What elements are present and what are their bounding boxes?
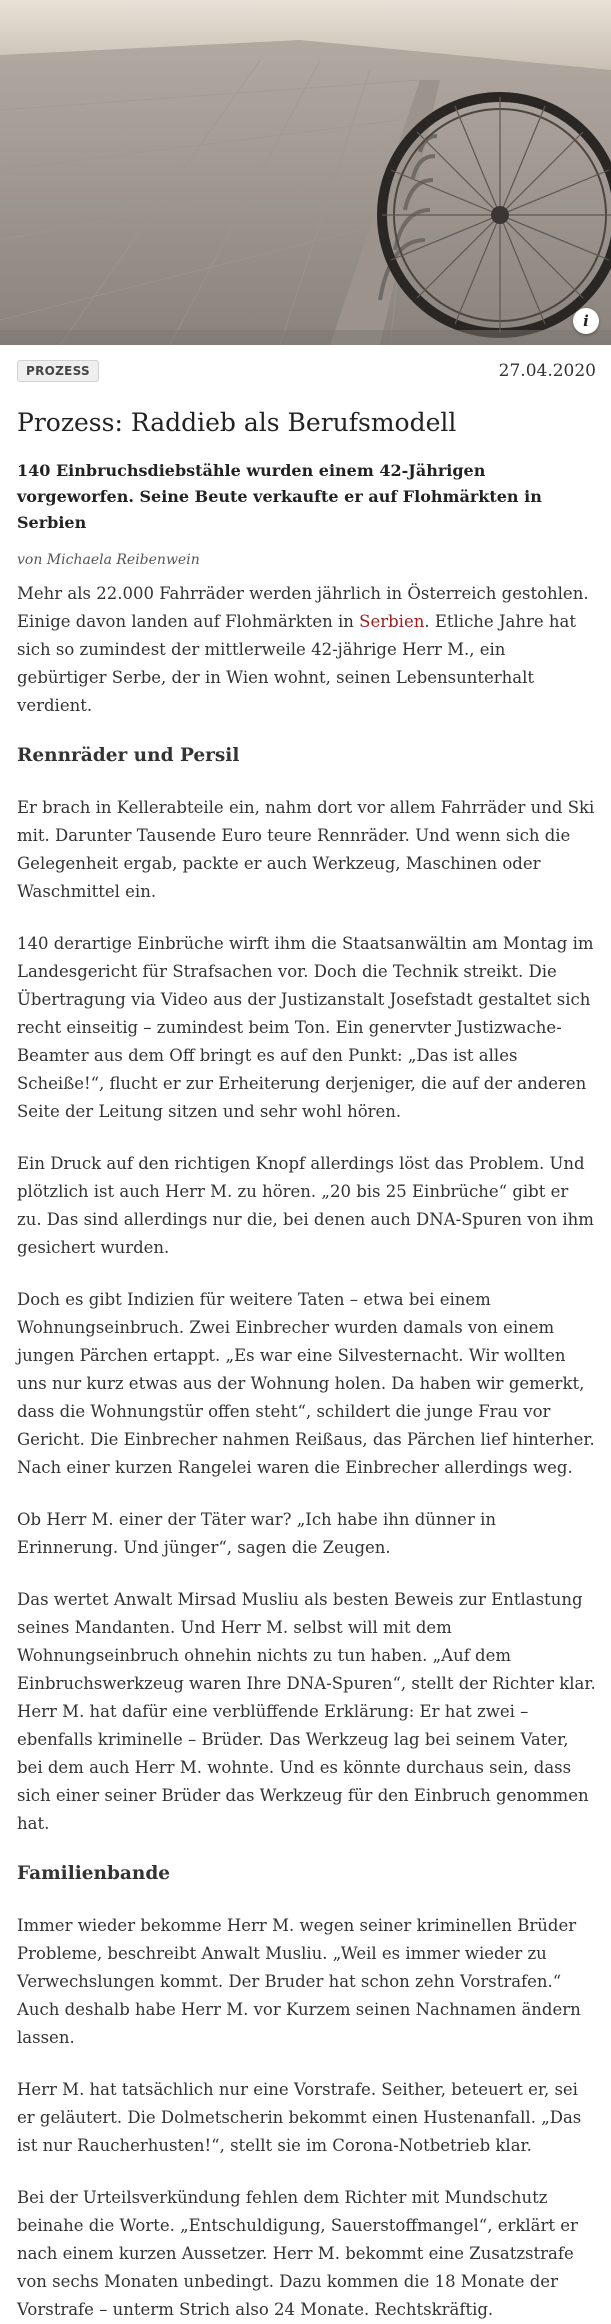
hero-image	[0, 0, 611, 345]
body-paragraph: 140 derartige Einbrüche wirft ihm die Staatsanwältin am Montag im Landesgericht für Strafsachen vor. Doch die Technik streikt. Die Übertragung via Video aus der Justizanstalt Josefstadt gestaltet sich recht einseitig – zumindest beim Ton. Ein genervter Justizwache-Beamter aus dem Off bringt es auf den Punkt: „Das ist alles Scheiße!“, flucht er zur Erheiterung derjeniger, die auf der anderen Seite der Leitung sitzen und sehr wohl hören.	[17, 934, 594, 1121]
section-heading-rennraeder: Rennräder und Persil	[17, 745, 240, 766]
section-heading-familienbande: Familienbande	[17, 1863, 171, 1884]
article-author: von Michaela Reibenwein	[17, 552, 200, 568]
article-title: Prozess: Raddieb als Berufsmodell	[17, 408, 457, 437]
body-paragraph: Er brach in Kellerabteile ein, nahm dort vor allem Fahrräder und Ski mit. Darunter Tausende Euro teure Rennräder. Und wenn sich die Gelegenheit ergab, packte er auch Werkzeug, Maschinen oder Waschmittel ein.	[17, 798, 595, 901]
body-paragraph: Ein Druck auf den richtigen Knopf allerdings löst das Problem. Und plötzlich ist auch Herr M. zu hören. „20 bis 25 Einbrüche“ gibt er zu. Das sind allerdings nur die, bei denen auch DNA-Spuren von ihm gesichert wurden.	[17, 1154, 594, 1257]
article-meta	[17, 358, 596, 384]
category-badge[interactable]: PROZESS	[17, 360, 99, 382]
info-icon[interactable]: i	[573, 308, 599, 334]
body-paragraph: Ob Herr M. einer der Täter war? „Ich habe ihn dünner in Erinnerung. Und jünger“, sagen die Zeugen.	[17, 1510, 496, 1557]
intro-text-before: Mehr als 22.000 Fahrräder werden jährlich in Österreich gestohlen. Einige davon landen auf Flohmärkten in	[17, 584, 589, 631]
serbien-link[interactable]: Serbien	[359, 612, 425, 631]
body-paragraph: Doch es gibt Indizien für weitere Taten – etwa bei einem Wohnungseinbruch. Zwei Einbrecher wurden damals von einem jungen Pärchen ertappt. „Es war eine Silvesternacht. Wir wollten uns nur kurz etwas aus der Wohnung holen. Da haben wir gemerkt, dass die Wohnungstür offen steht“, schildert die junge Frau vor Gericht. Die Einbrecher nahmen Reißaus, das Pärchen lief hinterher. Nach einer kurzen Rangelei waren die Einbrecher allerdings weg.	[17, 1290, 595, 1477]
article-lead: 140 Einbruchsdiebstähle wurden einem 42-Jährigen vorgeworfen. Seine Beute verkaufte er auf Flohmärkten in Serbien	[17, 461, 542, 532]
article	[0, 358, 611, 2324]
body-paragraph: Das wertet Anwalt Mirsad Musliu als besten Beweis zur Entlastung seines Mandanten. Und Herr M. selbst will mit dem Wohnungseinbruch ohnehin nichts zu tun haben. „Auf dem Einbruchswerkzeug waren Ihre DNA-Spuren“, stellt der Richter klar. Herr M. hat dafür eine verblüffende Erklärung: Er hat zwei – ebenfalls kriminelle – Brüder. Das Werkzeug lag bei seinem Vater, bei dem auch Herr M. wohnte. Und es könnte durchaus sein, dass sich einer seiner Brüder das Werkzeug für den Einbruch genommen hat.	[17, 1590, 596, 1833]
publish-date: 27.04.2020	[498, 361, 596, 381]
body-paragraph: Herr M. hat tatsächlich nur eine Vorstrafe. Seither, beteuert er, sei er geläutert. Die Dolmetscherin bekommt einen Hustenanfall. „Das ist nur Raucherhusten!“, stellt sie im Corona-Notbetrieb klar.	[17, 2080, 582, 2155]
intro-paragraph	[17, 580, 596, 720]
bicycle-rack-photo	[0, 0, 611, 345]
body-paragraph: Immer wieder bekomme Herr M. wegen seiner kriminellen Brüder Probleme, beschreibt Anwalt Musliu. „Weil es immer wieder zu Verwechslungen kommt. Der Bruder hat schon zehn Vorstrafen.“ Auch deshalb habe Herr M. vor Kurzem seinen Nachnamen ändern lassen.	[17, 1916, 581, 2047]
intro-text-after: . Etliche Jahre hat sich so zumindest der mittlerweile 42-jährige Herr M., ein gebürtiger Serbe, der in Wien wohnt, seinen Lebensunterhalt verdient.	[17, 612, 577, 715]
body-paragraph: Bei der Urteilsverkündung fehlen dem Richter mit Mundschutz beinahe die Worte. „Entschuldigung, Sauerstoffmangel“, erklärt er nach einem kurzen Aussetzer. Herr M. bekommt eine Zusatzstrafe von sechs Monaten unbedingt. Dazu kommen die 18 Monate der Vorstrafe – unterm Strich also 24 Monate. Rechtskräftig.	[17, 2188, 578, 2319]
